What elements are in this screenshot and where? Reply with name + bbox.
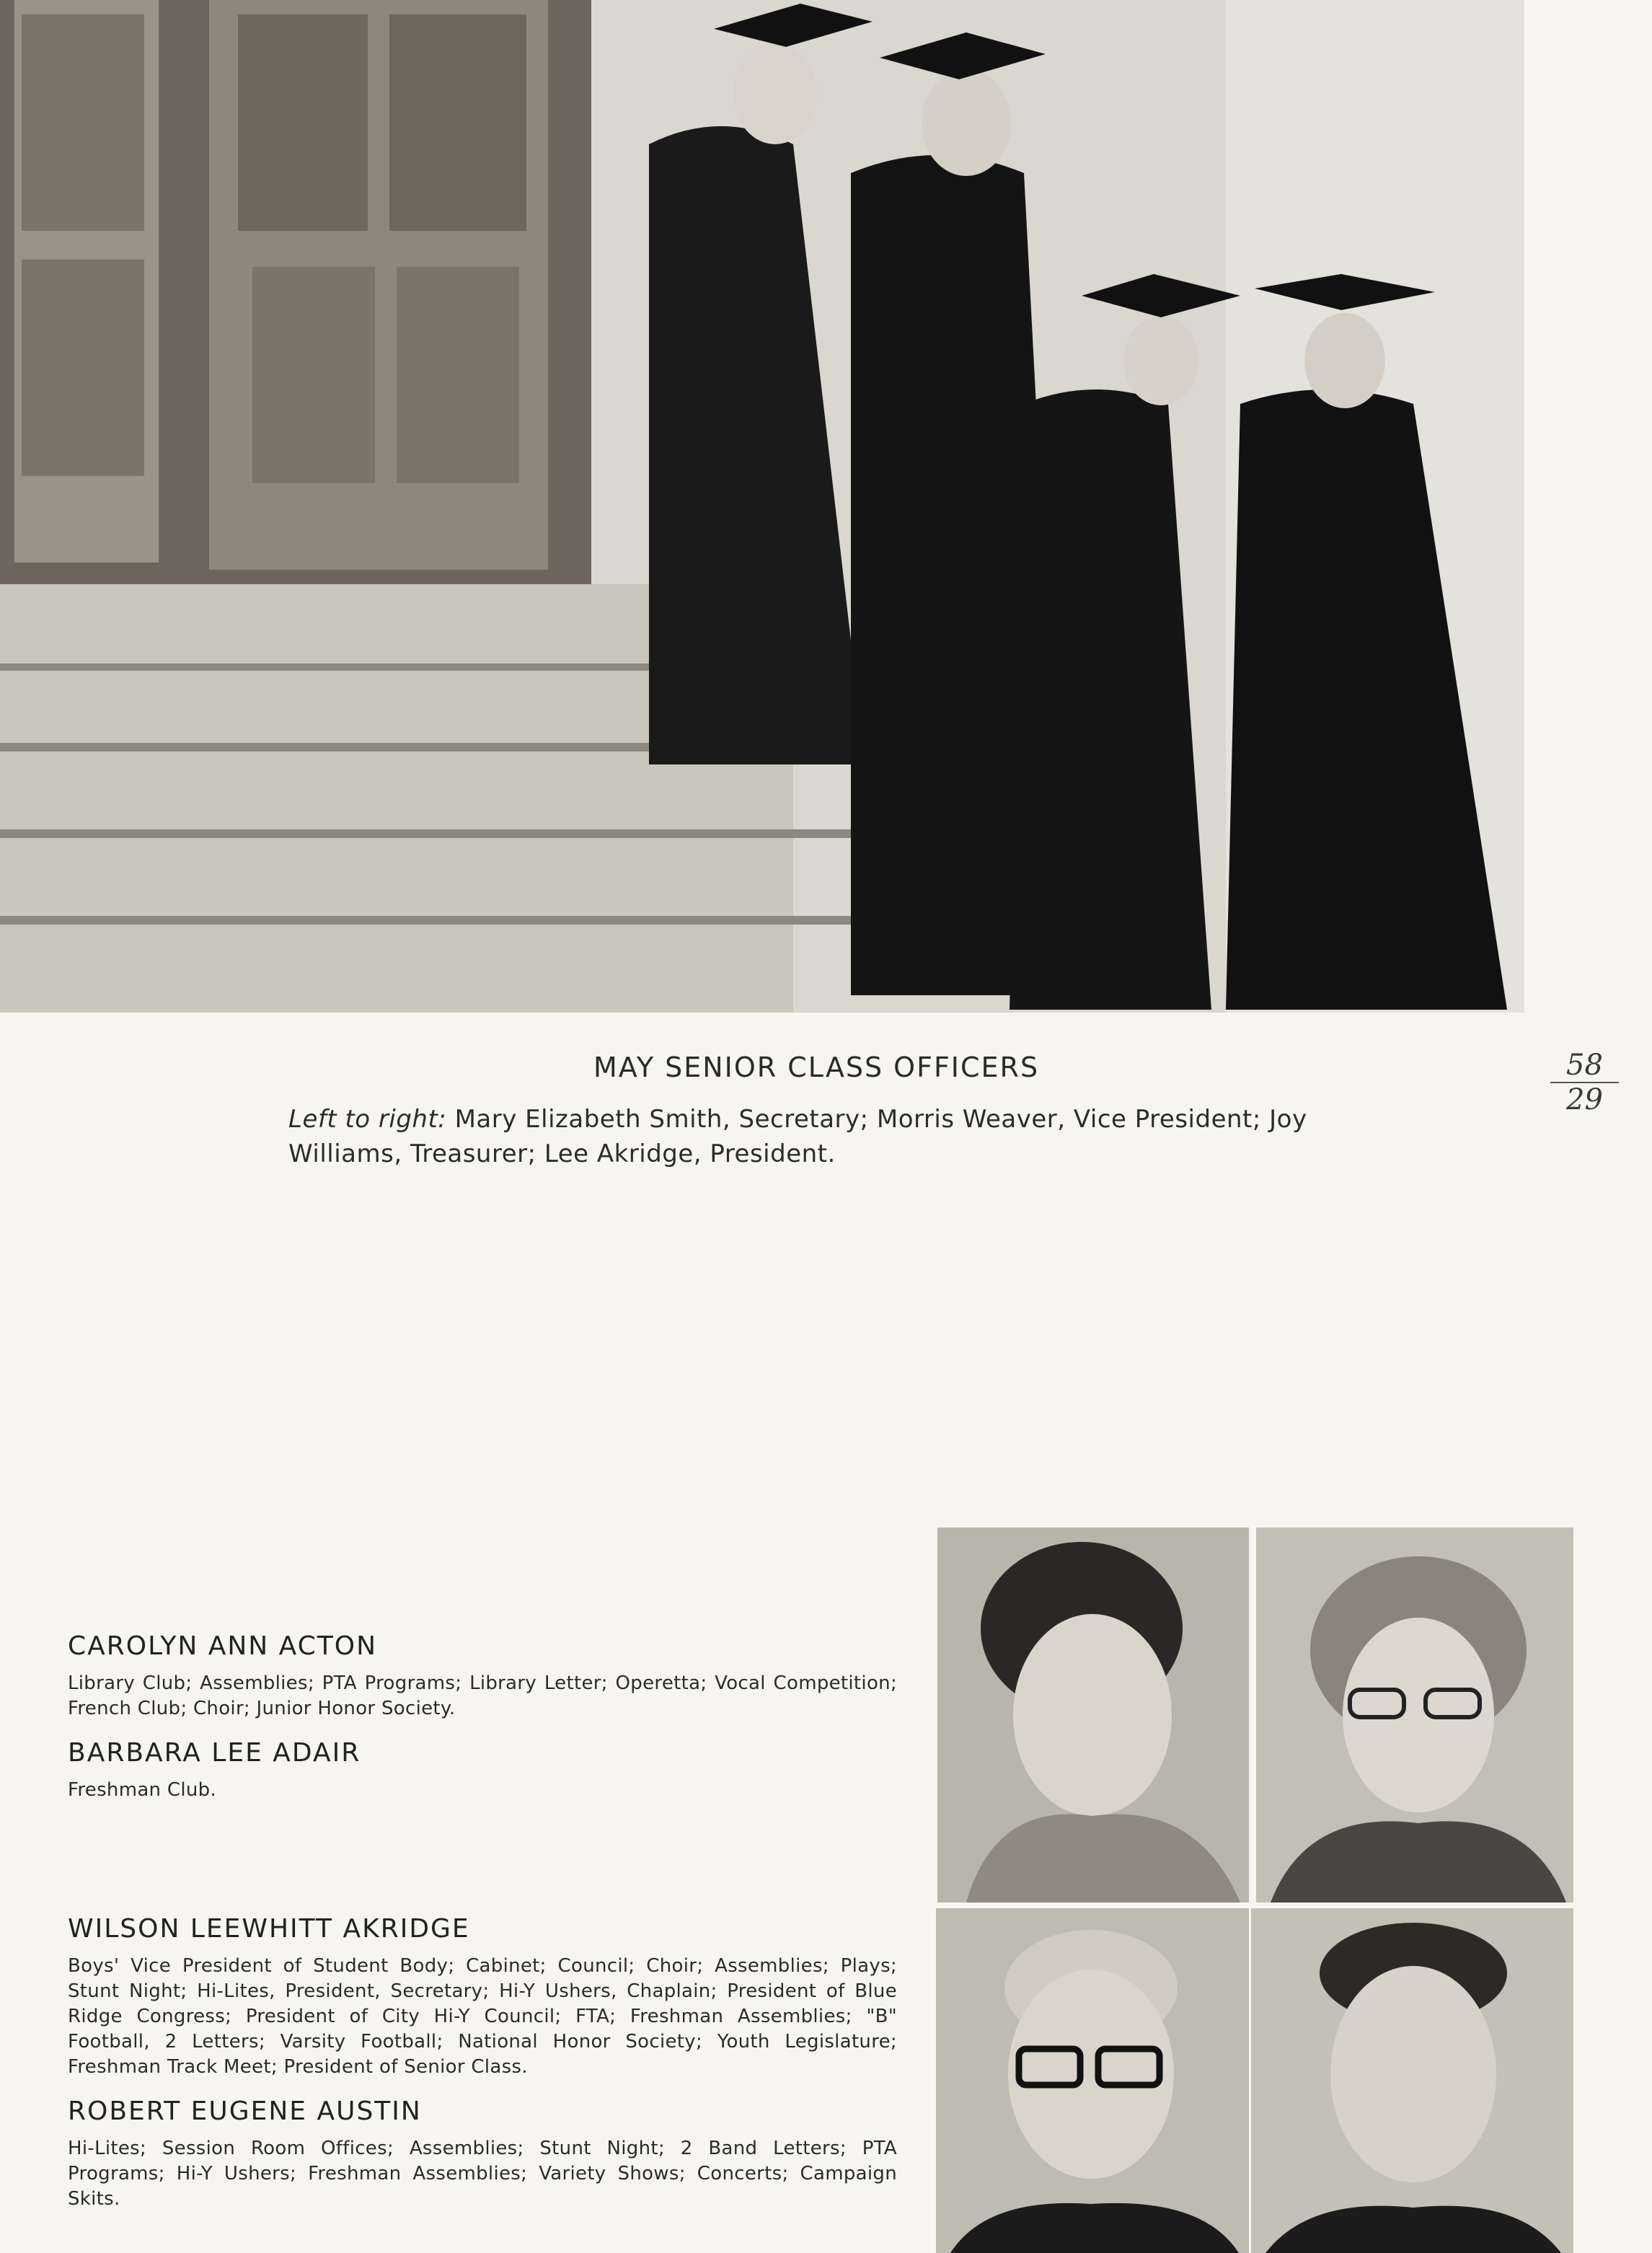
caption-text — [288, 1102, 1399, 1171]
senior-entry — [68, 1914, 897, 2080]
handwritten-number-bottom: 29 — [1566, 1083, 1603, 1116]
senior-entry — [68, 1738, 897, 1803]
senior-activities: Hi-Lites; Session Room Offices; Assemblies; Stunt Night; 2 Band Letters; PTA Programs; Hi-Y Ushers; Freshman Assemblies; Variety Shows; Concerts; Campaign Skits. — [68, 2138, 897, 2210]
caption-title: MAY SENIOR CLASS OFFICERS — [593, 1051, 1040, 1083]
senior-name: ROBERT EUGENE AUSTIN — [68, 2097, 422, 2126]
senior-activities: Boys' Vice President of Student Body; Cabinet; Council; Choir; Assemblies; Plays; Stunt Night; Hi-Lites, President, Secretary; Hi-Y Ushers, Chaplain; President of Blue Ridge Congress; President of City Hi-Y Council; FTA; Freshman Assemblies; "B" Football, 2 Letters; Varsity Football; National Honor Society; Youth Legislature; Freshman Track Meet; President of Senior Class. — [68, 1955, 897, 2078]
senior-activities: Library Club; Assemblies; PTA Programs; Library Letter; Operetta; Vocal Competition; French Club; Choir; Junior Honor Society. — [68, 1672, 897, 1719]
senior-name: WILSON LEEWHITT AKRIDGE — [68, 1914, 470, 1944]
handwritten-number-top: 58 — [1566, 1049, 1603, 1082]
senior-entry — [68, 2097, 897, 2212]
caption-lead: Left to right: — [288, 1105, 447, 1134]
portrait-photo — [937, 1527, 1249, 1903]
senior-name: BARBARA LEE ADAIR — [68, 1738, 361, 1768]
senior-entry — [68, 1631, 897, 1721]
senior-activities: Freshman Club. — [68, 1779, 217, 1801]
class-officers-photo — [0, 0, 1524, 1013]
portrait-photo — [1251, 1908, 1573, 2253]
portrait-photo — [936, 1908, 1249, 2253]
senior-name: CAROLYN ANN ACTON — [68, 1631, 378, 1661]
handwritten-page-number — [1550, 1050, 1619, 1115]
caption-body: Mary Elizabeth Smith, Secretary; Morris Weaver, Vice President; Joy Williams, Treasurer; Lee Akridge, President. — [288, 1105, 1307, 1168]
portrait-photo — [1256, 1527, 1573, 1903]
